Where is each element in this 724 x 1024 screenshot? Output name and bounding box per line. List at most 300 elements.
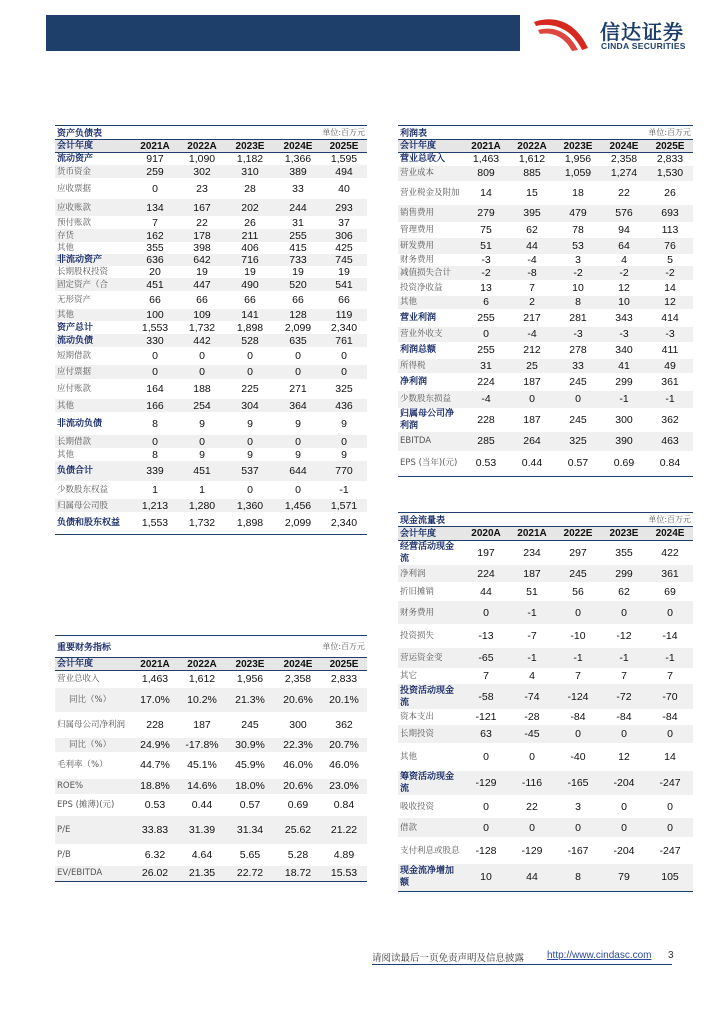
row-value: 113 [661,223,679,236]
row-value: 245 [569,375,587,388]
row-value: 9 [247,417,253,430]
row-value: 217 [523,311,541,324]
row-value: 12 [618,751,630,763]
logo-chinese-name: 信达证券 [600,20,684,44]
row-value: 0 [295,484,301,496]
row-value: 9 [199,417,205,430]
row-label: 短期借款 [57,351,92,361]
row-value: -7 [527,630,537,642]
row-value: 0.53 [463,451,509,477]
row-label: 同比（%） [55,688,131,712]
table-row [398,408,693,432]
table-row [55,199,367,216]
row-value: 44 [480,585,492,598]
row-value: 576 [601,205,647,222]
row-label: 其他 [57,243,75,253]
header-label: 会计年度 [55,140,131,153]
row-value: -3 [481,253,491,266]
row-value: 4.64 [191,848,213,861]
row-value: 917 [146,153,164,165]
row-label: 非流动资产 [55,254,131,266]
row-value: 41 [601,359,647,373]
row-label: 应付票据 [55,365,131,379]
row-label: EBITDA [398,432,463,451]
row-value: 7 [575,670,581,682]
row-value: 9 [247,448,253,461]
row-value: 4 [621,253,627,266]
row-value: 1,732 [179,512,225,534]
row-value: 166 [131,399,179,412]
row-value: 14 [664,281,676,294]
row-value: 8 [152,417,158,430]
row-value: 9 [341,417,347,430]
table-row [398,166,693,181]
row-label: 净利润 [400,376,428,387]
row-value: 25.62 [275,816,321,844]
table-title: 现金流量表 [398,513,509,527]
row-value: 0.57 [239,798,261,811]
row-value: -247 [647,771,693,795]
row-value: 15.53 [321,866,367,882]
row-value: 94 [618,223,630,236]
logo-arc-icon [530,14,594,54]
table-row [398,205,693,222]
header-year: 2021A [131,658,179,671]
row-value: 0 [509,818,555,837]
row-value: 0 [463,601,509,624]
row-label: 投资净收益 [400,282,443,293]
row-value: 5.65 [239,848,261,861]
row-value: 20.1% [321,688,367,712]
row-label: EPS (当年)(元) [398,451,463,477]
row-value: 7 [621,670,627,682]
row-value: 442 [179,334,225,347]
row-label: 存货 [55,229,131,242]
row-value: -84 [616,711,632,723]
row-label: 预付账款 [57,217,92,228]
header-label: 会计年度 [398,527,463,541]
header-year: 2024E [647,527,693,541]
row-value: 0.53 [144,798,166,811]
row-value: 164 [146,383,164,395]
row-value: 0 [179,435,225,448]
row-value: 53 [555,238,601,254]
row-value: -204 [601,771,647,795]
row-value: 1,553 [131,512,179,534]
row-value: 1,595 [330,153,358,165]
row-value: 1,456 [275,499,321,512]
table-row [398,582,693,601]
table-row [55,278,367,291]
row-value: 178 [179,229,225,242]
row-label: 筹资活动现金流 [398,771,463,795]
row-label: 经营活动现金流 [400,542,455,564]
row-value: 255 [275,229,321,242]
row-label: 长期股权投资 [57,267,109,277]
table-row [55,365,367,379]
row-value: -74 [509,684,555,709]
row-value: 33.83 [131,816,179,844]
row-value: 340 [615,344,633,356]
row-value: 46.0% [283,759,313,771]
row-value: 463 [647,432,693,451]
row-label: 营业税金及附加 [400,187,460,198]
row-value: -12 [616,630,632,642]
row-value: 1,612 [188,673,216,686]
table-row [398,153,693,166]
row-label: 营业总收入 [400,154,446,165]
table-row [55,309,367,321]
row-value: -13 [478,630,494,642]
row-value: 202 [225,199,275,216]
row-value: 299 [615,375,633,388]
row-value: 0 [463,818,509,837]
row-value: -129 [521,844,543,857]
row-value: -65 [463,648,509,668]
row-value: 167 [179,199,225,216]
table-row [55,321,367,334]
row-label: 其它 [400,671,418,681]
header-year: 2023E [601,527,647,541]
table-row [398,391,693,408]
row-value: 2,833 [656,153,684,166]
row-value: 187 [523,375,541,388]
row-value: 20.7% [321,738,367,752]
row-value: 17.0% [131,688,179,712]
table-row [398,254,693,266]
row-value: 362 [661,413,679,426]
row-value: 18 [572,186,584,199]
row-label: 折旧摊销 [400,586,435,597]
row-value: -84 [570,711,586,723]
row-value: 79 [601,864,647,891]
table-row [55,412,367,435]
row-value: 7 [667,670,673,682]
row-value: 770 [321,461,367,481]
row-value: 0 [509,391,555,408]
table-row [55,153,367,166]
row-value: 2,358 [284,673,312,686]
row-label: 货币资金 [55,165,131,178]
row-label: 营业成本 [398,166,463,181]
row-value: 494 [321,165,367,178]
table-title-row [398,126,693,140]
row-value: 343 [615,311,633,324]
row-value: 0 [321,435,367,448]
row-value: 22.3% [275,738,321,752]
row-value: 28 [244,182,256,195]
row-value: 0 [529,751,535,763]
table-header-row [55,140,367,153]
row-value: -14 [662,630,678,642]
row-value: 119 [321,309,367,321]
table-row [55,671,367,688]
row-value: 134 [131,199,179,216]
table-row [398,373,693,391]
row-value: -128 [475,844,497,857]
company-logo [530,14,710,54]
row-value: 228 [477,413,495,426]
row-value: -121 [475,711,497,723]
table-row [398,181,693,205]
row-value: 6 [463,296,509,309]
row-value: 2,340 [330,321,358,334]
row-value: 0.44 [191,798,213,811]
row-value: 224 [477,375,495,388]
row-value: 398 [193,242,211,254]
table-row [398,541,693,566]
row-label: 其他 [398,296,463,309]
row-value: -165 [555,771,601,795]
row-value: 635 [275,334,321,347]
row-label: 资产总计 [57,322,94,333]
row-value: 14 [664,751,676,763]
row-label: 资本支出 [400,712,435,722]
header-label: 会计年度 [398,140,463,153]
table-title: 利润表 [398,126,509,140]
table-row [55,752,367,779]
footer-disclaimer: 请阅读最后一页免责声明及信息披露 [372,953,525,964]
row-value: 211 [225,229,275,242]
row-value: 0 [647,818,693,837]
row-value: 0.44 [509,451,555,477]
row-value: 14.6% [179,779,225,794]
row-value: 436 [321,399,367,412]
row-value: 355 [146,242,164,254]
row-label: EV/EBITDA [55,866,131,882]
table-row [55,794,367,816]
row-value: 264 [509,432,555,451]
row-value: 20 [149,266,161,278]
row-value: 62 [526,223,538,236]
row-label: 流动负债 [55,334,131,347]
row-value: 355 [615,547,633,559]
row-value: 64 [601,238,647,254]
row-value: 425 [335,242,353,254]
row-value: -1 [647,391,693,408]
row-value: 244 [275,199,321,216]
row-value: 14 [480,186,492,199]
row-value: 0.84 [333,798,355,811]
row-value: 62 [618,585,630,598]
row-value: 1,553 [141,321,169,334]
row-label: 营运资金变 [398,648,463,668]
row-label: 固定资产（合 [55,278,131,291]
row-value: 26 [244,216,256,229]
row-value: 541 [321,278,367,291]
row-value: 302 [179,165,225,178]
table-row [398,795,693,818]
row-value: -3 [601,327,647,342]
row-value: 0 [131,435,179,448]
row-value: 885 [509,166,555,181]
row-value: 479 [555,205,601,222]
row-value: 733 [275,254,321,266]
row-value: 389 [275,165,321,178]
row-label: P/E [55,816,131,844]
row-value: 63 [463,725,509,743]
row-value: 0 [341,350,347,362]
header-label: 会计年度 [55,658,131,671]
row-value: -1 [509,601,555,624]
row-value: 5.28 [287,848,309,861]
row-value: 415 [289,242,307,254]
row-value: 66 [149,294,161,306]
table-row [55,499,367,512]
row-label: 支付利息或股息 [400,845,460,856]
row-value: -167 [567,844,589,857]
row-value: 520 [275,278,321,291]
row-value: -4 [509,327,555,342]
row-value: 422 [661,547,679,559]
row-label: 销售费用 [398,205,463,222]
row-value: 109 [179,309,225,321]
row-value: 304 [225,399,275,412]
table-row [55,242,367,254]
row-value: 300 [289,718,307,731]
row-label: 财务费用 [398,601,463,624]
header-year: 2023E [225,658,275,671]
row-value: 22.72 [225,866,275,882]
footer-website-link[interactable]: http://www.cindasc.com [547,950,652,961]
table-row [398,684,693,709]
row-label: 应收账款 [55,199,131,216]
row-value: 1,530 [647,166,693,181]
row-value: 1,732 [188,321,216,334]
row-label: 现金流净增加额 [398,864,463,891]
table-row [55,266,367,278]
row-value: 162 [131,229,179,242]
row-value: 197 [477,547,495,559]
row-value: 51 [526,585,538,598]
row-value: 141 [225,309,275,321]
header-year: 2025E [321,658,367,671]
table-row [398,432,693,451]
row-value: 1,280 [179,499,225,512]
row-value: -1 [509,648,555,668]
row-value: 31 [292,216,304,229]
row-value: 3 [575,253,581,266]
row-value: 40 [338,182,350,195]
row-value: 693 [647,205,693,222]
row-value: 46.0% [329,759,359,771]
row-label: 借款 [398,818,463,837]
row-value: 2,358 [610,153,638,166]
cash-flow-table [398,512,693,892]
row-label: 无形资产 [57,295,92,305]
row-value: 33 [555,359,601,373]
row-value: 1,182 [236,153,264,165]
row-value: 0 [321,365,367,379]
table-row [398,771,693,795]
row-label: 归属母公司净利润 [57,719,126,730]
row-value: -4 [463,391,509,408]
row-value: -10 [570,630,586,642]
row-value: 0 [555,818,601,837]
row-value: 2 [509,296,555,309]
table-row [55,229,367,242]
table-row [398,743,693,771]
table-row [55,399,367,412]
header-year: 2023E [225,140,275,153]
row-value: -3 [555,327,601,342]
row-value: -1 [339,484,349,496]
table-row [398,359,693,373]
row-value: 451 [179,461,225,481]
row-value: 19 [292,266,304,278]
row-value: 51 [463,238,509,254]
table-row [398,624,693,648]
row-label: 研发费用 [398,238,463,254]
header-year: 2021A [463,140,509,153]
row-label: P/B [57,849,71,860]
row-label: 少数股东权益 [57,485,109,495]
row-value: 0.84 [647,451,693,477]
row-value: -72 [601,684,647,709]
row-value: 21.3% [225,688,275,712]
row-value: 9 [295,448,301,461]
row-value: 1,898 [236,321,264,334]
table-row [55,866,367,882]
table-row [55,448,367,461]
row-label: 营业总收入 [57,674,100,685]
row-value: -4 [527,253,537,266]
table-header-row [398,527,693,541]
row-value: 361 [661,375,679,388]
header-year: 2022A [179,658,225,671]
row-value: -2 [555,266,601,280]
row-value: 255 [477,344,495,356]
row-value: 31 [463,359,509,373]
table-title: 资产负债表 [55,126,179,140]
row-value: 234 [523,547,541,559]
row-value: 5 [667,253,673,266]
row-value: 187 [509,565,555,582]
table-row [55,254,367,266]
header-year: 2020A [463,527,509,541]
table-title-row [55,636,367,658]
row-value: -1 [601,391,647,408]
table-row [55,435,367,448]
row-label: 其他 [55,399,131,412]
row-value: 19 [338,266,350,278]
header-year: 2022A [509,140,555,153]
row-value: -2 [463,266,509,280]
table-header-row [398,140,693,153]
row-label: 投资损失 [400,631,435,641]
row-label: 所得税 [398,359,463,373]
row-value: 293 [321,199,367,216]
row-label: 净利润 [398,565,463,582]
table-row [55,481,367,499]
row-value: 310 [225,165,275,178]
row-value: 1,059 [555,166,601,181]
row-value: 44 [509,864,555,891]
table-row [398,296,693,309]
row-value: 0 [601,725,647,743]
row-label: 财务费用 [400,254,435,265]
row-value: 100 [131,309,179,321]
row-value: 2,833 [330,673,358,686]
row-value: 20.6% [275,779,321,794]
row-value: 21.22 [321,816,367,844]
row-value: 33 [292,182,304,195]
row-value: 3 [575,800,581,813]
row-value: 0 [131,365,179,379]
table-row [398,565,693,582]
header-year: 2024E [275,140,321,153]
row-label: 流动资产 [57,154,94,164]
